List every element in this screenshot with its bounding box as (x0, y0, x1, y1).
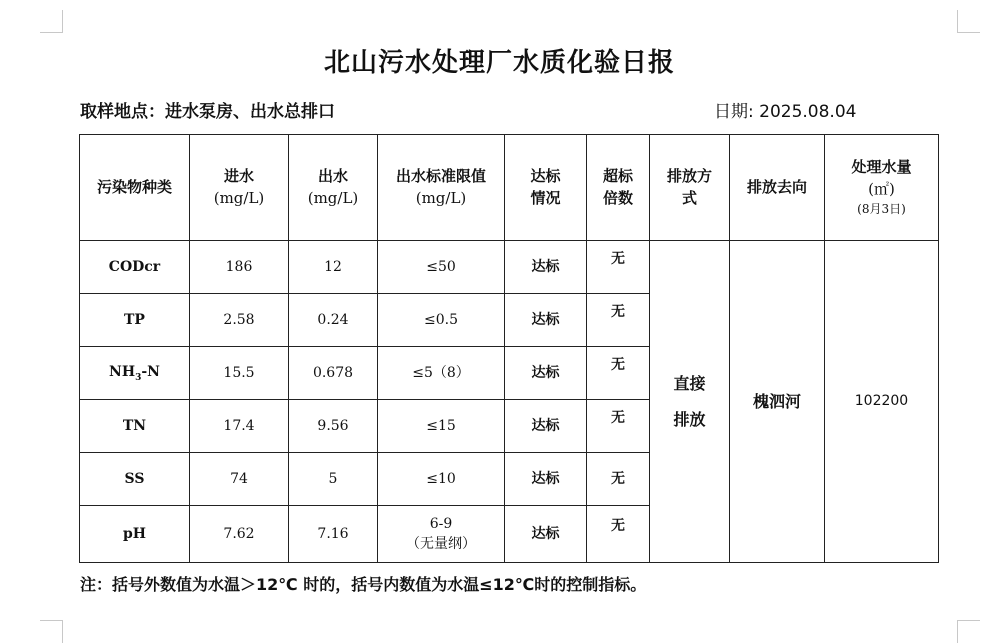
compliance-cell: 达标 (505, 400, 587, 453)
header-outflow: 出水 (mg/L) (289, 135, 378, 241)
outflow-cell: 9.56 (289, 400, 378, 453)
standard-cell: ≤15 (378, 400, 505, 453)
standard-cell: ≤0.5 (378, 294, 505, 347)
inflow-cell: 17.4 (190, 400, 289, 453)
discharge-method-cell: 直接 排放 (650, 241, 730, 563)
inflow-cell: 186 (190, 241, 289, 294)
standard-cell: ≤5（8） (378, 347, 505, 400)
header-standard: 出水标准限值 (mg/L) (378, 135, 505, 241)
outflow-cell: 7.16 (289, 506, 378, 563)
standard-cell: ≤50 (378, 241, 505, 294)
pollutant-cell: CODcr (80, 241, 190, 294)
footnote: 注：括号外数值为水温＞12℃ 时的，括号内数值为水温≤12℃时的控制指标。 (80, 575, 647, 594)
header-discharge-method: 排放方 式 (650, 135, 730, 241)
pollutant-cell: TN (80, 400, 190, 453)
destination-cell: 槐泗河 (730, 241, 825, 563)
pollutant-cell: $NH_3-N$ (80, 347, 190, 400)
pollutant-cell: SS (80, 453, 190, 506)
exceed-cell: 无 (587, 294, 650, 347)
exceed-cell: 无 (587, 241, 650, 294)
page-corner-mark (957, 620, 980, 643)
outflow-cell: 0.24 (289, 294, 378, 347)
sampling-location: 取样地点：进水泵房、出水总排口 (80, 102, 335, 122)
exceed-cell: 无 (587, 400, 650, 453)
compliance-cell: 达标 (505, 241, 587, 294)
outflow-cell: 0.678 (289, 347, 378, 400)
inflow-cell: 15.5 (190, 347, 289, 400)
pollutant-cell: TP (80, 294, 190, 347)
table-header-row (80, 135, 939, 241)
header-inflow: 进水 (mg/L) (190, 135, 289, 241)
page-corner-mark (957, 10, 980, 33)
standard-cell: ≤10 (378, 453, 505, 506)
compliance-cell: 达标 (505, 294, 587, 347)
pollutant-cell: pH (80, 506, 190, 563)
report-date: 日期: 2025.08.04 (714, 102, 857, 122)
header-exceed-multiple: 超标 倍数 (587, 135, 650, 241)
header-pollutant: 污染物种类 (80, 135, 190, 241)
inflow-cell: 74 (190, 453, 289, 506)
water-quality-table (79, 134, 939, 563)
volume-cell: 102200 (825, 241, 939, 563)
table-row (80, 241, 939, 294)
page-corner-mark (40, 10, 63, 33)
exceed-cell: 无 (587, 506, 650, 563)
exceed-cell: 无 (587, 347, 650, 400)
inflow-cell: 2.58 (190, 294, 289, 347)
exceed-cell: 无 (587, 453, 650, 506)
inflow-cell: 7.62 (190, 506, 289, 563)
report-title: 北山污水处理厂水质化验日报 (323, 48, 675, 78)
compliance-cell: 达标 (505, 347, 587, 400)
outflow-cell: 5 (289, 453, 378, 506)
standard-cell: 6-9 （无量纲） (378, 506, 505, 563)
outflow-cell: 12 (289, 241, 378, 294)
header-compliance: 达标 情况 (505, 135, 587, 241)
page-corner-mark (40, 620, 63, 643)
compliance-cell: 达标 (505, 506, 587, 563)
header-volume: 处理水量 (㎡) (8月3日) (825, 135, 939, 241)
compliance-cell: 达标 (505, 453, 587, 506)
header-destination: 排放去向 (730, 135, 825, 241)
